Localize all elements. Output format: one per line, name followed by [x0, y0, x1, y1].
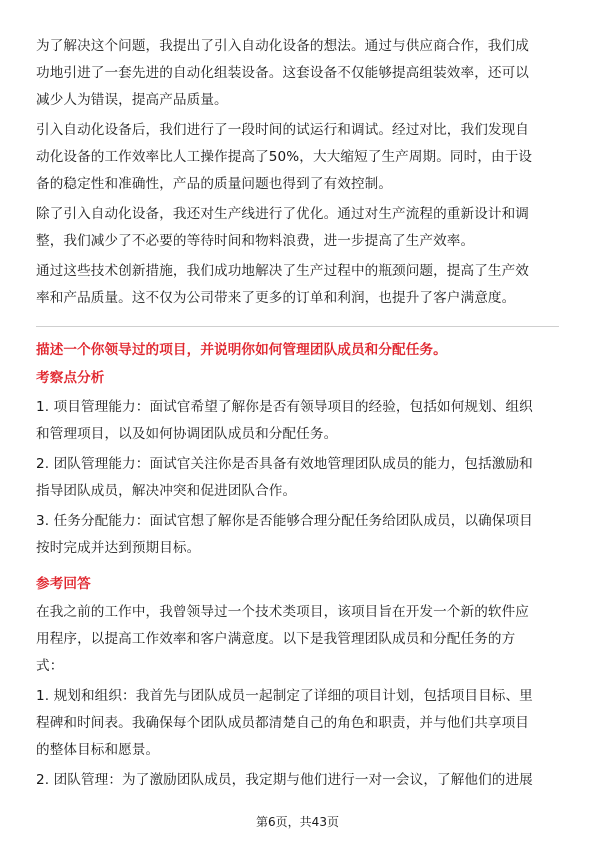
analysis-item-line: 和管理项目，以及如何协调团队成员和分配任务。: [36, 426, 338, 442]
answer-line: 程碑和时间表。我确保每个团队成员都清楚自己的角色和职责，并与他们共享项目: [36, 715, 529, 731]
intro-line: 率和产品质量。这不仅为公司带来了更多的订单和利润，也提升了客户满意度。: [36, 290, 516, 306]
intro-line: 除了引入自动化设备，我还对生产线进行了优化。通过对生产流程的重新设计和调: [36, 206, 529, 222]
intro-line: 为了解决这个问题，我提出了引入自动化设备的想法。通过与供应商合作，我们成: [36, 38, 529, 54]
analysis-item-line: 2. 团队管理能力：面试官关注你是否具备有效地管理团队成员的能力，包括激励和: [36, 456, 533, 472]
analysis-item-line: 1. 项目管理能力：面试官希望了解你是否有领导项目的经验，包括如何规划、组织: [36, 399, 533, 415]
analysis-item-line: 按时完成并达到预期目标。: [36, 540, 201, 556]
intro-line: 整，我们减少了不必要的等待时间和物料浪费，进一步提高了生产效率。: [36, 233, 475, 249]
answer-line: 用程序，以提高工作效率和客户满意度。以下是我管理团队成员和分配任务的方: [36, 631, 516, 647]
intro-line: 减少人为错误，提高产品质量。: [36, 92, 228, 108]
answer-line: 在我之前的工作中，我曾领导过一个技术类项目，该项目旨在开发一个新的软件应: [36, 604, 529, 620]
answer-line: 式：: [36, 658, 64, 674]
analysis-item-line: 3. 任务分配能力：面试官想了解你是否能够合理分配任务给团队成员，以确保项目: [36, 513, 533, 529]
section-divider: [36, 326, 559, 327]
question-heading: 描述一个你领导过的项目，并说明你如何管理团队成员和分配任务。: [36, 342, 447, 358]
answer-line: 1. 规划和组织：我首先与团队成员一起制定了详细的项目计划，包括项目目标、里: [36, 688, 533, 704]
intro-line: 功地引进了一套先进的自动化组装设备。这套设备不仅能够提高组装效率，还可以: [36, 65, 529, 81]
intro-line: 通过这些技术创新措施，我们成功地解决了生产过程中的瓶颈问题，提高了生产效: [36, 263, 529, 279]
answer-line: 的整体目标和愿景。: [36, 742, 160, 758]
answer-line: 2. 团队管理：为了激励团队成员，我定期与他们进行一对一会议，了解他们的进展: [36, 772, 533, 788]
intro-line: 备的稳定性和准确性，产品的质量问题也得到了有效控制。: [36, 176, 393, 192]
analysis-heading: 考察点分析: [36, 370, 105, 386]
intro-line: 动化设备的工作效率比人工操作提高了50%，大大缩短了生产周期。同时，由于设: [36, 149, 533, 165]
analysis-item-line: 指导团队成员，解决冲突和促进团队合作。: [36, 483, 297, 499]
intro-line: 引入自动化设备后，我们进行了一段时间的试运行和调试。经过对比，我们发现自: [36, 122, 529, 138]
answer-heading: 参考回答: [36, 576, 91, 592]
page-number: 第6页，共43页: [256, 815, 339, 829]
